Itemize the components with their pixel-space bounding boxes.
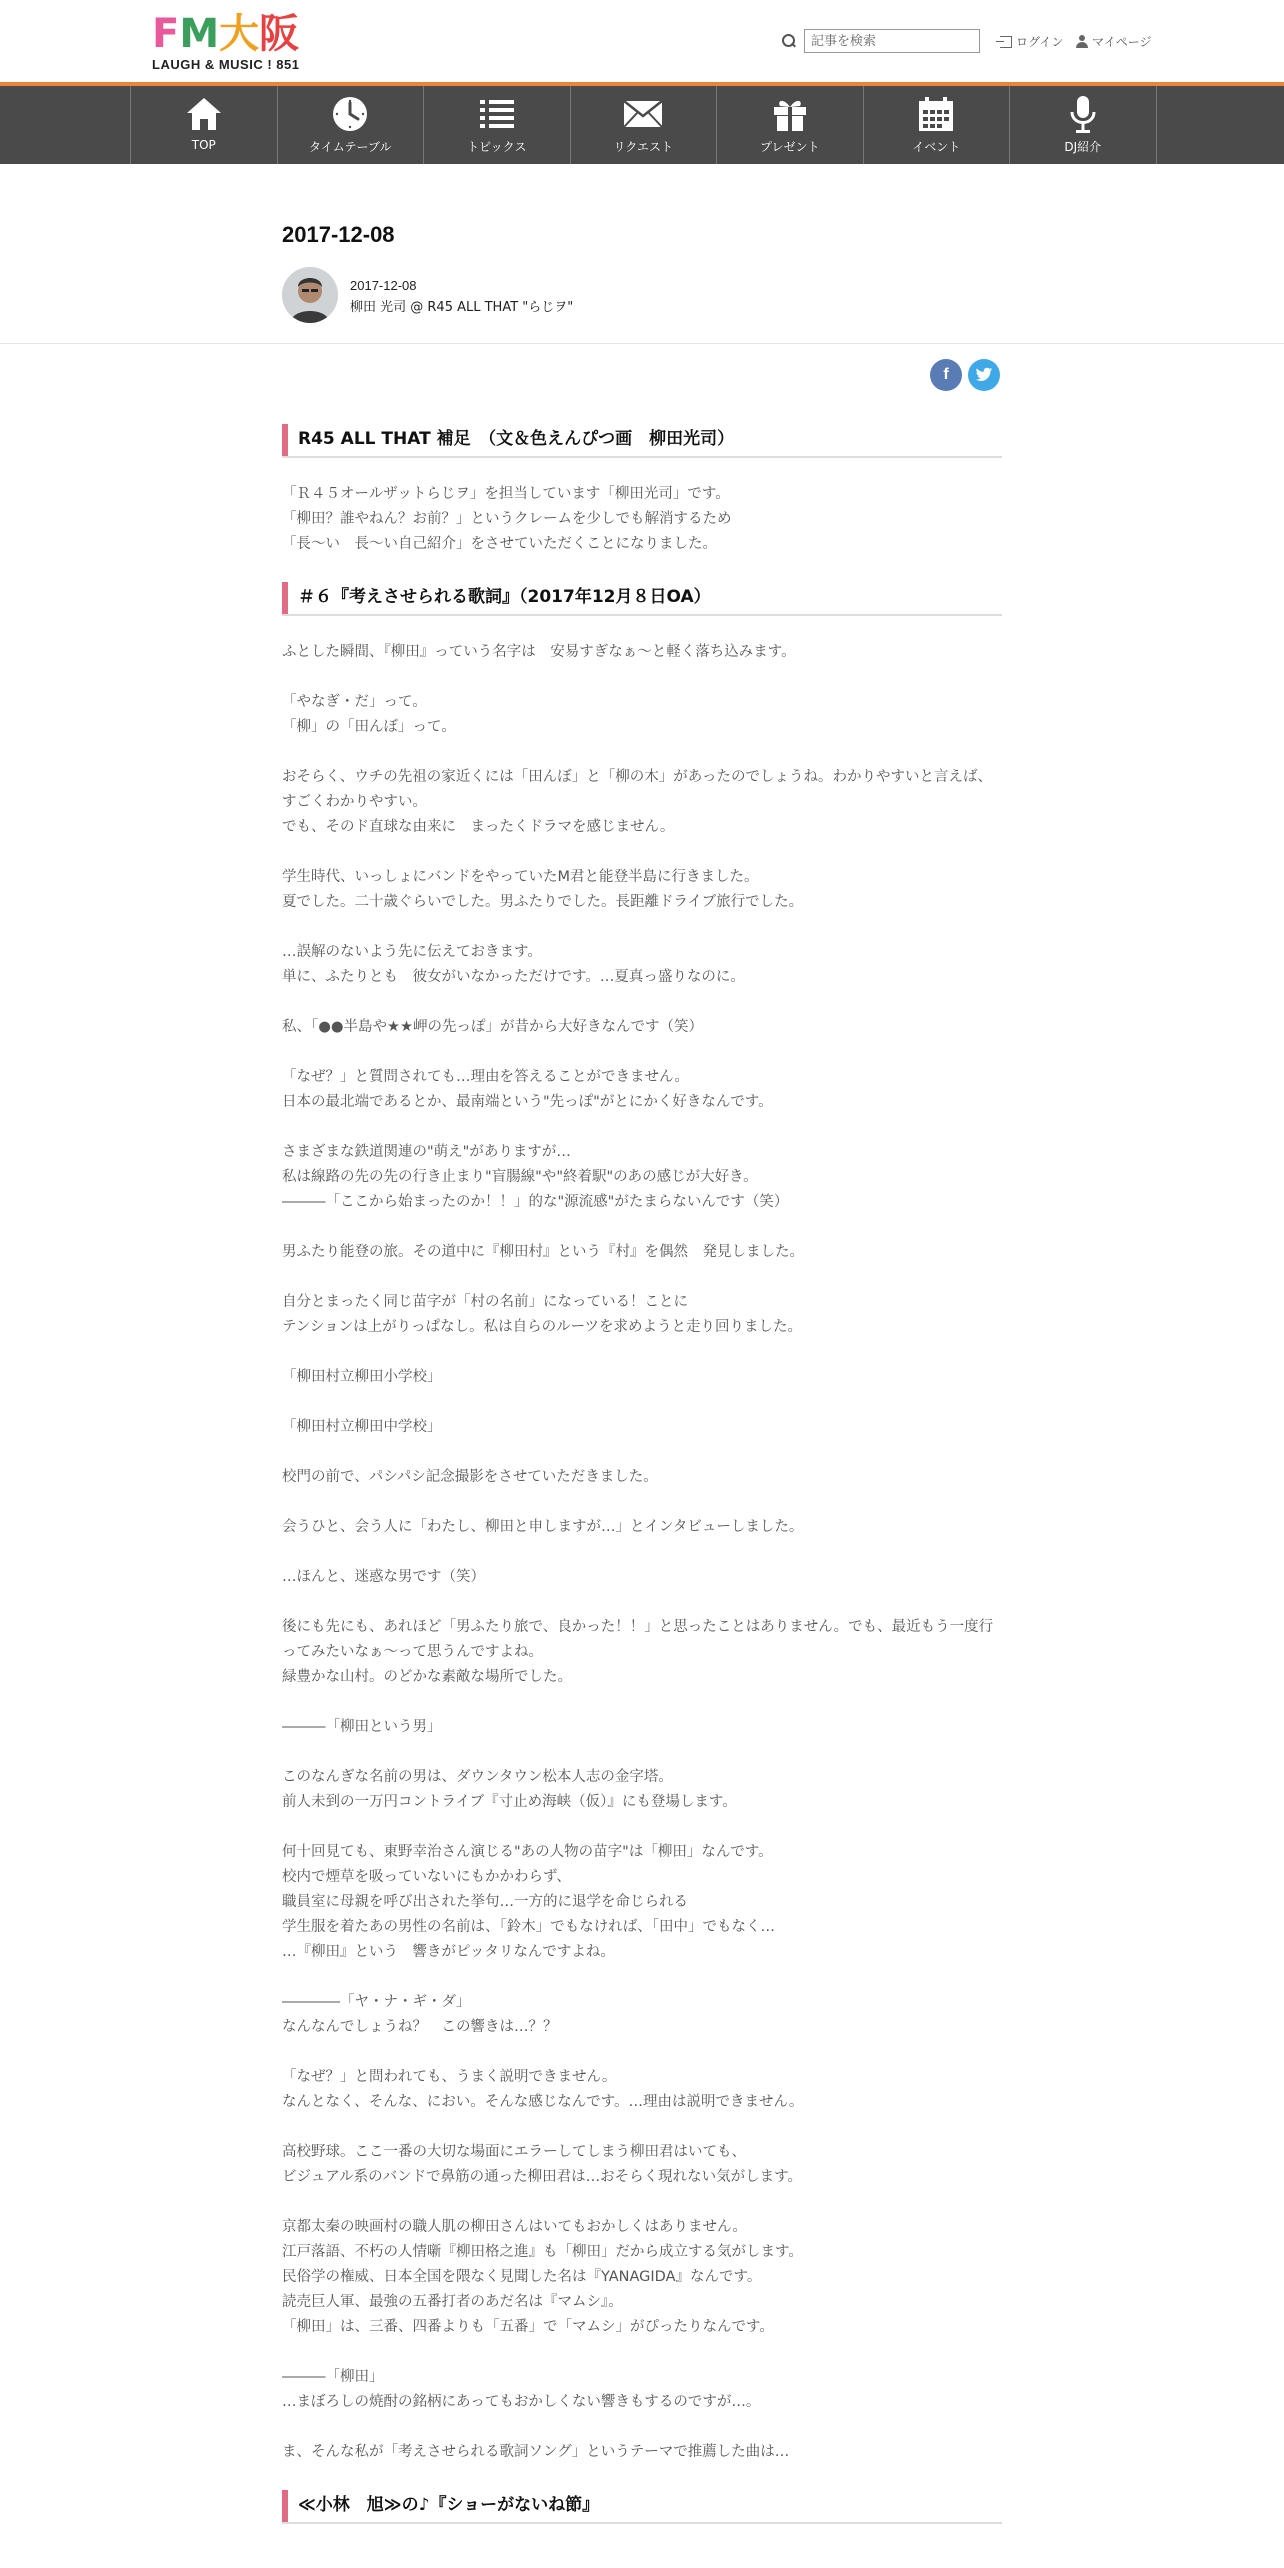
paragraph: 高校野球。ここ一番の大切な場面にエラーしてしまう柳田君はいても、 ビジュアル系のバンドで鼻筋の通った柳田君は…おそらく現れない気がします。 — [282, 2144, 802, 2185]
facebook-icon: f — [943, 366, 949, 383]
login-link[interactable] — [1000, 33, 1063, 50]
logo-letters — [152, 11, 302, 57]
paragraph: 「やなぎ・だ」って。 「柳」の「田んぼ」って。 — [282, 694, 456, 735]
paragraph: このなんぎな名前の男は、ダウンタウン松本人志の金字塔。 前人未到の一万円コントライブ『寸止め海峡（仮）』にも登場します。 — [282, 1769, 737, 1810]
paragraph: さまざまな鉄道関連の"萌え"がありますが… 私は線路の先の先の行き止まり"盲腸線"や"終着駅"のあの感じが大好き。 ―――「ここから始まったのか！！」的な"源流感"がたまらないんです（笑） — [282, 1144, 789, 1210]
page-title: 2017-12-08 — [282, 222, 395, 247]
paragraph: 校門の前で、パシパシ記念撮影をさせていただきました。 — [282, 1469, 658, 1485]
microphone-icon — [1063, 94, 1103, 134]
nav-label: リクエスト — [613, 140, 674, 154]
gift-icon — [770, 94, 810, 134]
article-date: 2017-12-08 — [350, 278, 417, 293]
paragraph: 自分とまったく同じ苗字が「村の名前」になっている！ことに テンションは上がりっぱなし。私は自らのルーツを求めようと走り回りました。 — [282, 1294, 803, 1335]
logo-letter: 大 — [219, 11, 258, 57]
paragraph: 学生時代、いっしょにバンドをやっていたM君と能登半島に行きました。 夏でした。二十歳ぐらいでした。男ふたりでした。長距離ドライブ旅行でした。 — [282, 869, 804, 910]
paragraph: ま、そんな私が「考えさせられる歌詞ソング」というテーマで推薦した曲は… — [282, 2444, 790, 2460]
nav-item-present[interactable] — [717, 86, 864, 164]
paragraph: 「Ｒ４５オールザットらじヲ」を担当しています「柳田光司」です。 「柳田？誰やねん？お前？」というクレームを少しでも解消するため 「長～い 長～い自己紹介」をさせていただくことになりました。 — [282, 486, 732, 552]
section-heading: ≪小林 旭≫の♪『ショーがないね節』 — [282, 2490, 1002, 2524]
login-label: ログイン — [1016, 35, 1064, 49]
nav-label: DJ紹介 — [1064, 140, 1102, 154]
section-heading: ＃６『考えさせられる歌詞』（2017年12月８日OA） — [282, 582, 1002, 616]
facebook-share-button[interactable] — [930, 359, 962, 391]
paragraph: 何十回見ても、東野幸治さん演じる"あの人物の苗字"は「柳田」なんです。 校内で煙草を吸っていないにもかかわらず、 職員室に母親を呼び出された挙句…一方的に退学を命じられる 学生服を着たあの男性の名前は、「鈴木」でもなければ、「田中」でもなく… …『柳田』という 響きがピッタリなんですよね。 — [282, 1844, 775, 1960]
logo-letter: 阪 — [259, 11, 298, 57]
paragraph: 「なぜ？」と問われても、うまく説明できません。 なんとなく、そんな、におい。そんな感じなんです。…理由は説明できません。 — [282, 2069, 804, 2110]
nav-label: TOP — [191, 138, 216, 152]
site-logo[interactable] — [152, 11, 302, 72]
nav-item-topics[interactable] — [424, 86, 571, 164]
article-body — [282, 424, 1002, 2548]
paragraph: 京都太秦の映画村の職人肌の柳田さんはいてもおかしくはありません。 江戸落語、不朽の人情噺『柳田格之進』も「柳田」だから成立する気がします。 民俗学の権威、日本全国を隈なく見聞した名は『YANAGIDA』なんです。 読売巨人軍、最強の五番打者のあだ名は『マムシ』。 「柳田」は、三番、四番よりも「五番」で「マムシ」がぴったりなんです。 — [282, 2219, 803, 2335]
main-nav — [0, 86, 1284, 164]
logo-tagline: LAUGH & MUSIC ! 851 — [152, 57, 300, 72]
nav-item-dj[interactable] — [1010, 86, 1157, 164]
nav-item-top[interactable] — [131, 86, 278, 164]
avatar[interactable] — [282, 267, 338, 323]
paragraph: おそらく、ウチの先祖の家近くには「田んぼ」と「柳の木」があったのでしょうね。わかりやすいと言えば、すごくわかりやすい。 でも、そのド直球な由来に まったくドラマを感じません。 — [282, 769, 993, 835]
home-icon — [184, 94, 224, 134]
mypage-link[interactable] — [1076, 33, 1152, 50]
nav-label: イベント — [912, 140, 961, 154]
twitter-share-button[interactable] — [968, 359, 1000, 391]
list-icon — [477, 94, 517, 134]
nav-label: トピックス — [467, 140, 527, 154]
paragraph: …ほんと、迷惑な男です（笑） — [282, 1569, 485, 1585]
paragraph: 男ふたり能登の旅。その道中に『柳田村』という『村』を偶然 発見しました。 — [282, 1244, 804, 1260]
nav-label: タイムテーブル — [309, 140, 392, 154]
paragraph: ―――「柳田という男」 — [282, 1719, 442, 1735]
paragraph: 「柳田村立柳田中学校」 — [282, 1419, 442, 1435]
clock-icon — [330, 94, 370, 134]
logo-letter: M — [179, 11, 218, 57]
paragraph: 「なぜ？」と質問されても…理由を答えることができません。 日本の最北端であるとか、最南端という"先っぽ"がとにかく好きなんです。 — [282, 1069, 773, 1110]
article-author[interactable]: 柳田 光司 @ R45 ALL THAT "らじヲ" — [350, 300, 574, 315]
user-icon — [1076, 35, 1088, 48]
search-area — [782, 29, 980, 53]
search-icon[interactable] — [782, 34, 796, 48]
paragraph: ふとした瞬間、『柳田』っていう名字は 安易すぎなぁ～と軽く落ち込みます。 — [282, 644, 796, 660]
twitter-icon — [975, 367, 993, 383]
nav-item-request[interactable] — [571, 86, 718, 164]
paragraph: 「柳田村立柳田小学校」 — [282, 1369, 442, 1385]
divider — [0, 343, 1284, 344]
paragraph: ――――「ヤ・ナ・ギ・ダ」 なんなんでしょうね？ この響きは…？？ — [282, 1994, 558, 2035]
nav-item-timetable[interactable] — [278, 86, 425, 164]
login-icon — [1000, 36, 1012, 48]
mypage-label: マイページ — [1092, 35, 1152, 49]
paragraph: ―――「柳田」 …まぼろしの焼酎の銘柄にあってもおかしくない響きもするのですが…。 — [282, 2369, 761, 2410]
paragraph: 後にも先にも、あれほど「男ふたり旅で、良かった！！」と思ったことはありません。でも、最近もう一度行ってみたいなぁ～って思うんですよね。 緑豊かな山村。のどかな素敵な場所でした。 — [282, 1619, 994, 1685]
paragraph: …誤解のないよう先に伝えておきます。 単に、ふたりとも 彼女がいなかっただけです。…夏真っ盛りなのに。 — [282, 944, 745, 985]
logo-letter: F — [152, 11, 178, 57]
paragraph: 会うひと、会う人に「わたし、柳田と申しますが…」とインタビューしました。 — [282, 1519, 804, 1535]
mail-icon — [623, 94, 663, 134]
search-input[interactable] — [804, 29, 980, 53]
nav-label: プレゼント — [759, 140, 820, 154]
nav-item-event[interactable] — [864, 86, 1011, 164]
paragraph: 私、「●●半島や★★岬の先っぽ」が昔から大好きなんです（笑） — [282, 1019, 704, 1035]
section-heading: R45 ALL THAT 補足 （文＆色えんぴつ画 柳田光司） — [282, 424, 1002, 458]
site-header — [0, 0, 1284, 84]
nav-items — [130, 86, 1157, 164]
calendar-icon — [916, 94, 956, 134]
